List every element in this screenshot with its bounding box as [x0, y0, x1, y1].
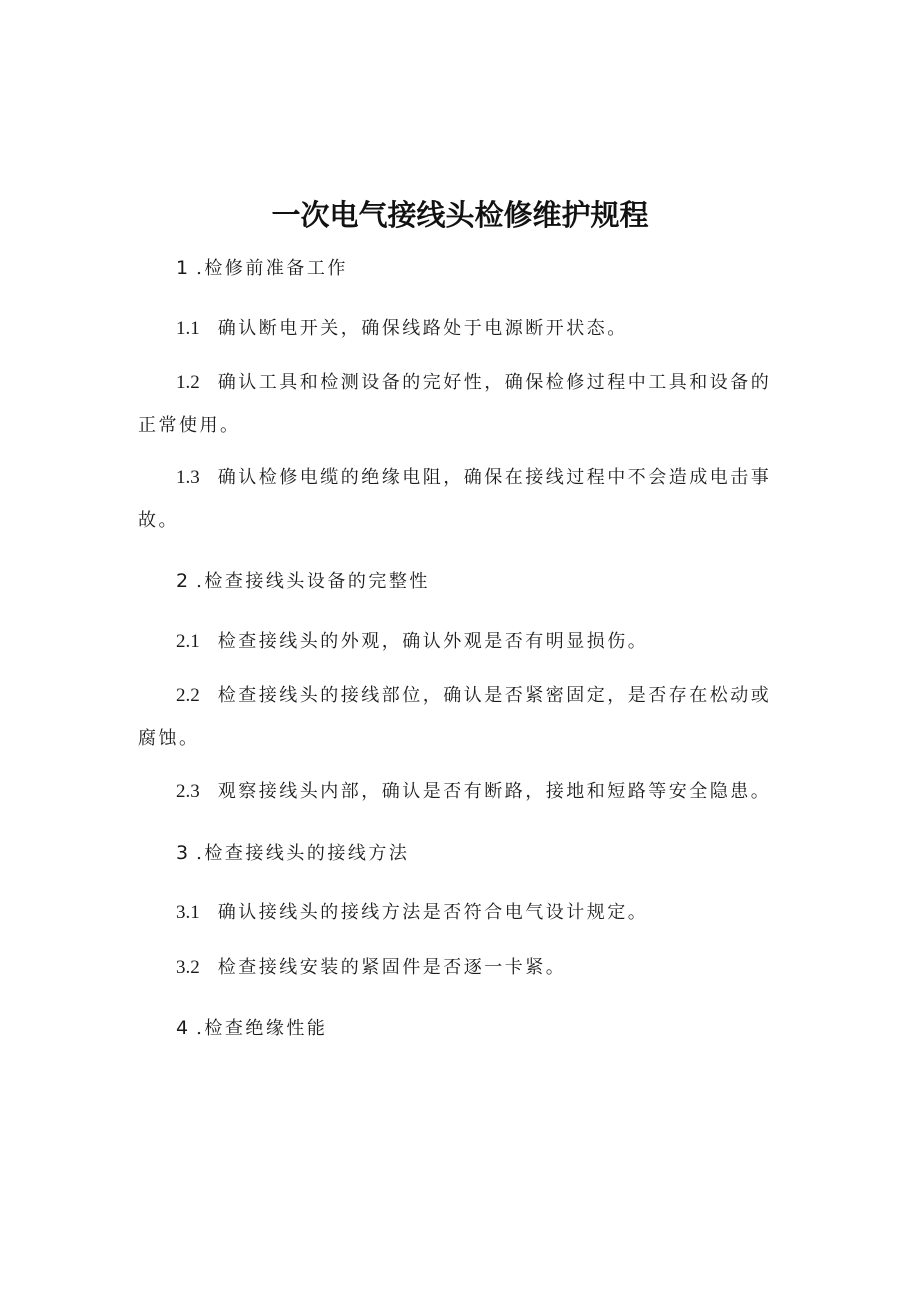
- item-number: 1.1: [176, 318, 200, 339]
- section-heading-text: .检修前准备工作: [196, 258, 348, 279]
- list-item: [176, 772, 771, 812]
- list-item: [138, 674, 788, 760]
- section-number: 3: [176, 842, 189, 864]
- section-heading-text: .检查绝缘性能: [196, 1018, 328, 1039]
- list-item: [176, 948, 566, 988]
- item-number: 3.1: [176, 902, 200, 923]
- list-item: [176, 622, 648, 662]
- section-heading: [176, 833, 409, 874]
- section-number: 2: [176, 570, 189, 592]
- section-heading-text: .检查接线头设备的完整性: [196, 571, 430, 592]
- item-text: 观察接线头内部，确认是否有断路，接地和短路等安全隐患。: [217, 781, 772, 802]
- item-text: 检查接线头的接线部位，确认是否紧密固定，是否存在松动或腐蚀。: [138, 685, 772, 749]
- item-number: 2.3: [176, 781, 200, 802]
- item-number: 1.2: [176, 372, 200, 393]
- section-number: 4: [176, 1017, 189, 1039]
- item-number: 1.3: [176, 467, 200, 488]
- item-text: 检查接线安装的紧固件是否逐一卡紧。: [217, 957, 567, 978]
- item-text: 确认接线头的接线方法是否符合电气设计规定。: [217, 902, 649, 923]
- section-heading-text: .检查接线头的接线方法: [196, 843, 410, 864]
- list-item: [176, 309, 628, 349]
- document-title: 一次电气接线头检修维护规程: [271, 198, 649, 232]
- section-heading: [176, 248, 348, 289]
- item-number: 3.2: [176, 957, 200, 978]
- item-text: 确认检修电缆的绝缘电阻，确保在接线过程中不会造成电击事故。: [138, 467, 772, 531]
- item-number: 2.2: [176, 685, 200, 706]
- item-number: 2.1: [176, 631, 200, 652]
- section-heading: [176, 1008, 327, 1049]
- item-text: 检查接线头的外观，确认外观是否有明显损伤。: [217, 631, 649, 652]
- list-item: [138, 361, 788, 447]
- item-text: 确认断电开关，确保线路处于电源断开状态。: [217, 318, 628, 339]
- section-number: 1: [176, 257, 189, 279]
- list-item: [176, 893, 648, 933]
- section-heading: [176, 561, 430, 602]
- list-item: [138, 456, 788, 542]
- item-text: 确认工具和检测设备的完好性，确保检修过程中工具和设备的正常使用。: [138, 372, 772, 436]
